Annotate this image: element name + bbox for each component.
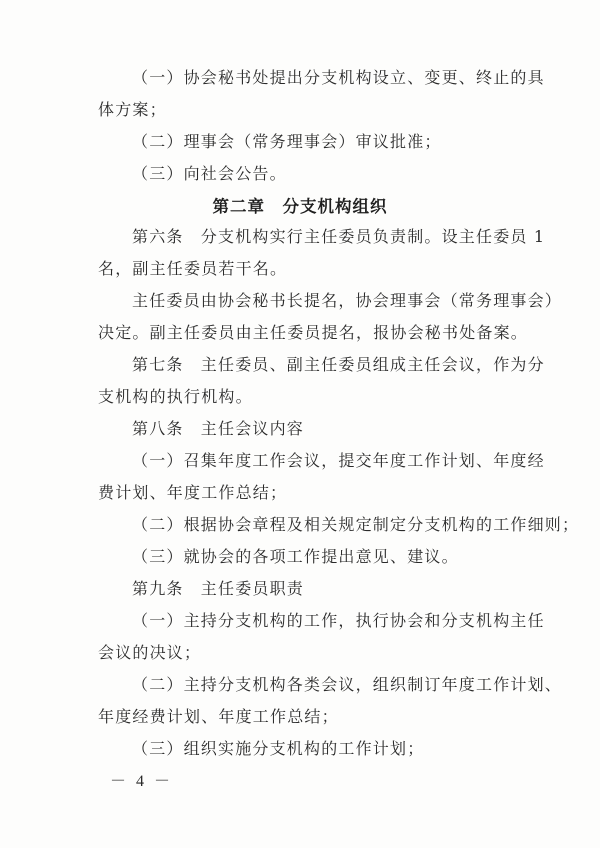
paragraph-line: （三）向社会公告。	[132, 164, 287, 183]
chapter-heading: 第二章 分支机构组织	[212, 197, 388, 216]
paragraph-duty-item-1	[98, 605, 545, 669]
paragraph-article-6	[98, 221, 546, 285]
paragraph-line: 名，副主任委员若干名。	[98, 259, 288, 278]
paragraph-line: （三）就协会的各项工作提出意见、建议。	[132, 547, 459, 566]
paragraph-line: （二）主持分支机构各类会议，组织制订年度工作计划、	[132, 675, 563, 694]
paragraph-article-7	[98, 349, 545, 413]
paragraph-line: 体方案；	[98, 100, 167, 119]
paragraph-line: 第八条 主任会议内容	[132, 419, 305, 438]
paragraph-line: 第九条 主任委员职责	[132, 579, 305, 598]
paragraph-line: 第七条 主任委员、副主任委员组成主任会议，作为分	[132, 355, 545, 374]
paragraph-line: （一）主持分支机构的工作，执行协会和分支机构主任	[132, 611, 545, 630]
paragraph-meeting-item-1	[98, 445, 545, 509]
page-number: － 4 －	[110, 773, 174, 790]
paragraph-clause-2	[98, 126, 524, 158]
paragraph-duty-item-3	[98, 733, 524, 765]
paragraph-line: （一）召集年度工作会议，提交年度工作计划、年度经	[132, 451, 545, 470]
paragraph-line: 费计划、年度工作总结；	[98, 483, 288, 502]
paragraph-article-8	[98, 413, 524, 445]
paragraph-line: 决定。副主任委员由主任委员提名，报协会秘书处备案。	[98, 323, 529, 342]
paragraph-line: （二）理事会（常务理事会）审议批准；	[132, 132, 442, 151]
paragraph-line: （二）根据协会章程及相关规定制定分支机构的工作细则；	[132, 515, 580, 534]
paragraph-meeting-item-3	[98, 541, 524, 573]
paragraph-clause-3	[98, 158, 524, 190]
paragraph-article-9	[98, 573, 524, 605]
paragraph-line: 主任委员由协会秘书长提名，协会理事会（常务理事会）	[132, 291, 563, 310]
paragraph-duty-item-2	[98, 669, 563, 733]
paragraph-line: （一）协会秘书处提出分支机构设立、变更、终止的具	[132, 68, 545, 87]
paragraph-director-nomination	[98, 285, 563, 349]
paragraph-line: （三）组织实施分支机构的工作计划；	[132, 739, 425, 758]
paragraph-meeting-item-2	[98, 509, 580, 541]
paragraph-clause-1	[98, 62, 545, 126]
paragraph-line: 年度经费计划、年度工作总结；	[98, 707, 339, 726]
paragraph-line: 第六条 分支机构实行主任委员负责制。设主任委员 1	[132, 227, 546, 246]
paragraph-line: 会议的决议；	[98, 643, 202, 662]
paragraph-line: 支机构的执行机构。	[98, 387, 253, 406]
